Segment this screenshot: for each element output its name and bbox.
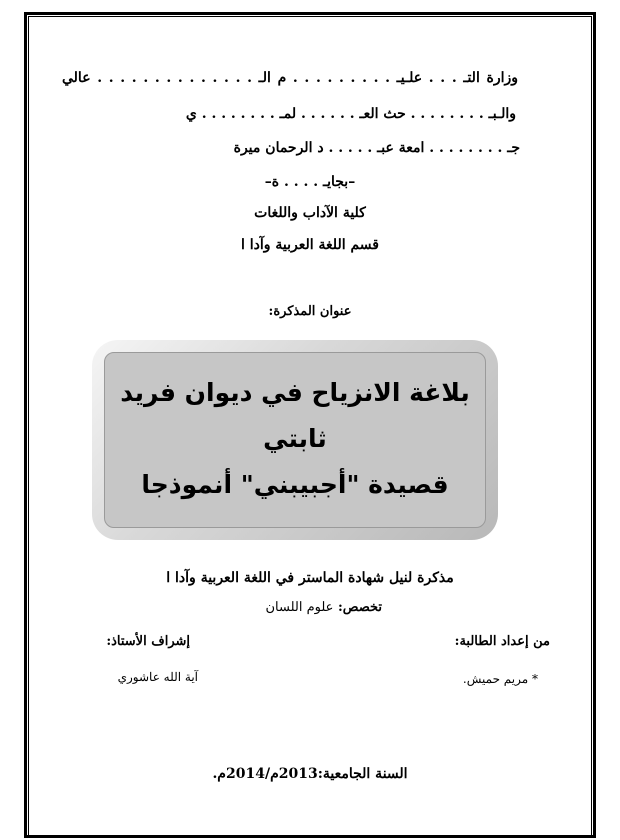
thesis-title-line-1: بلاغة الانزياح في ديوان فريد ثابتي <box>120 378 470 453</box>
student-name: * مريم حميش. <box>462 672 538 686</box>
specialty-value: علوم اللسان <box>265 600 334 615</box>
student-label: من إعداد الطالبة: <box>454 634 550 649</box>
thesis-title <box>104 370 486 508</box>
academic-year: السنة الجامعية:2013م/2014م. <box>212 766 408 782</box>
thesis-title-line-2: قصيدة "أجبيبني" أنموذجا <box>141 470 449 499</box>
thesis-title-label: عنوان المذكرة: <box>268 304 352 319</box>
supervisor-label: إشراف الأستاذ: <box>106 634 190 649</box>
department-line: قسم اللغة العربية وآدا ا <box>241 237 379 253</box>
ministry-line: وزارة التـ . . . علـيـ . . . . . . . . . م الـ . . . . . . . . . . . . . . عالي <box>62 70 518 86</box>
faculty-line: كلية الآداب واللغات <box>254 205 366 221</box>
research-line: والـبـ . . . . . . . . حث العـ . . . . . . لمـ . . . . . . . . ي <box>185 106 516 122</box>
specialty-line <box>266 600 383 615</box>
university-line: جـ . . . . . . . . امعة عبـ . . . . . د الرحمان ميرة <box>233 140 520 156</box>
degree-line: مذكرة لنيل شهادة الماستر في اللغة العربية وآدا ا <box>166 570 454 586</box>
specialty-label: تخصص: <box>337 600 382 615</box>
city-line: –بجايـ . . . . ة– <box>264 174 356 190</box>
supervisor-name: آية الله عاشوري <box>117 670 198 684</box>
